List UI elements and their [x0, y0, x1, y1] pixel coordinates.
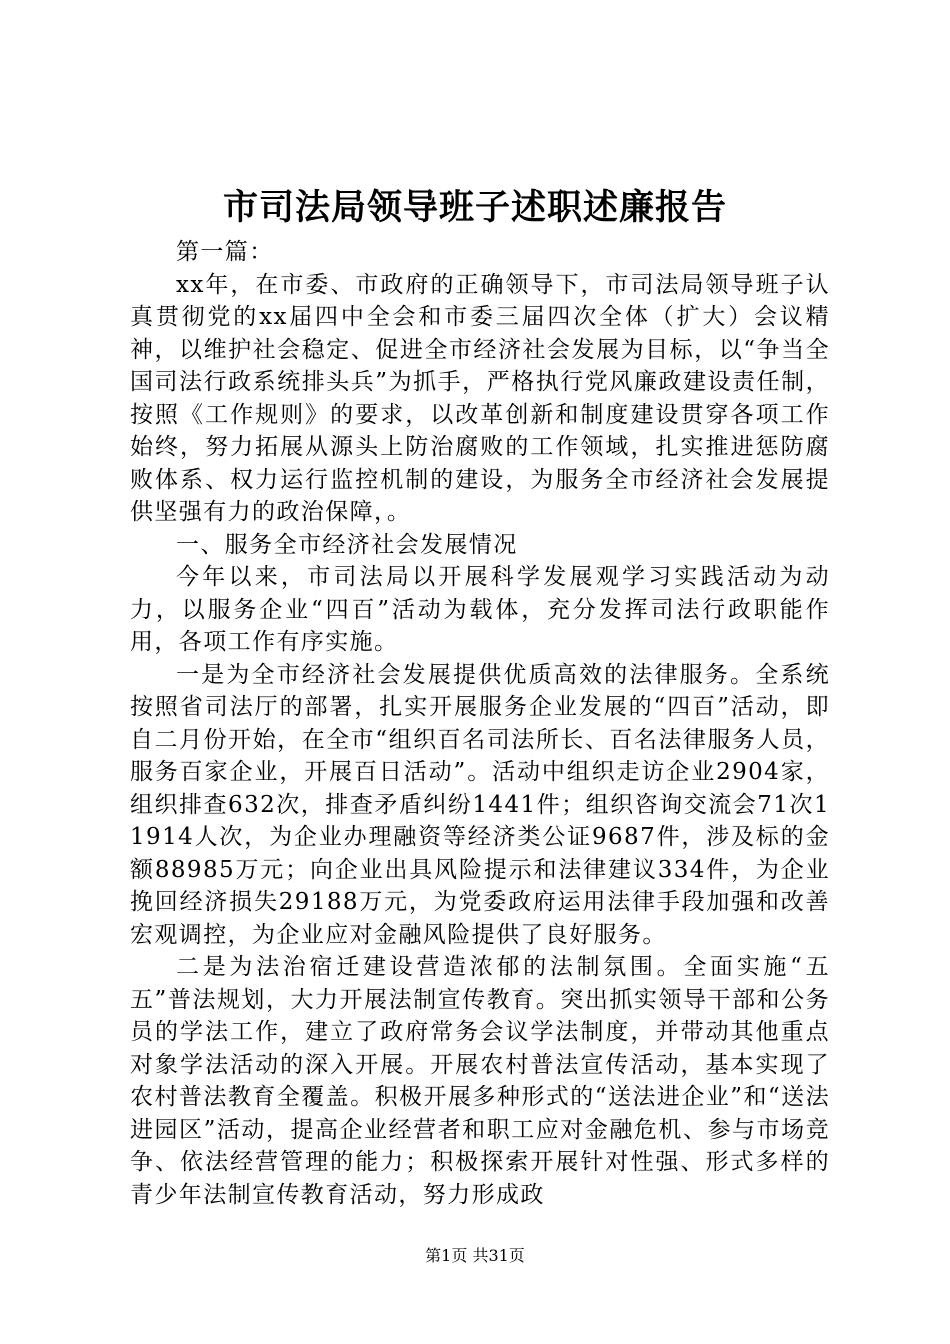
body-paragraph: 一是为全市经济社会发展提供优质高效的法律服务。全系统按照省司法厅的部署，扎实开展服务企业发展的“四百”活动，即自二月份开始，在全市“组织百名司法所长、百名法律服务人员，服务百家企业，开展百日活动”。活动中组织走访企业2904家，组织排查632次，排查矛盾纠纷1441件；组织咨询交流会71次11914人次，为企业办理融资等经济类公证9687件，涉及标的金额88985万元；向企业出具风险提示和法律建议334件，为企业挽回经济损失29188万元，为党委政府运用法律手段加强和改善宏观调控，为企业应对金融风险提供了良好服务。 [130, 661, 830, 948]
document-body [130, 236, 830, 1211]
document-title: 市司法局领导班子述职述廉报告 [222, 187, 727, 228]
section-heading: 一、服务全市经济社会发展情况 [176, 531, 518, 558]
section-label: 第一篇： [176, 239, 274, 265]
body-paragraph: 今年以来，市司法局以开展科学发展观学习实践活动为动力，以服务企业“四百”活动为载体，充分发挥司法行政职能作用，各项工作有序实施。 [130, 564, 830, 655]
body-paragraph: 二是为法治宿迁建设营造浓郁的法制氛围。全面实施“五五”普法规划，大力开展法制宣传教育。突出抓实领导干部和公务员的学法工作，建立了政府常务会议学法制度，并带动其他重点对象学法活动的深入开展。开展农村普法宣传活动，基本实现了农村普法教育全覆盖。积极开展多种形式的“送法进企业”和“送法进园区”活动，提高企业经营者和职工应对金融危机、参与市场竞争、依法经营管理的能力；积极探索开展针对性强、形式多样的青少年法制宣传教育活动，努力形成政 [130, 954, 830, 1208]
page-footer: 第1页 共31页 [425, 1246, 525, 1265]
body-paragraph: xx年，在市委、市政府的正确领导下，市司法局领导班子认真贯彻党的xx届四中全会和市委三届四次全体（扩大）会议精神，以维护社会稳定、促进全市经济社会发展为目标，以“争当全国司法行政系统排头兵”为抓手，严格执行党风廉政建设责任制，按照《工作规则》的要求，以改革创新和制度建设贯穿各项工作始终，努力拓展从源头上防治腐败的工作领域，扎实推进惩防腐败体系、权力运行监控机制的建设，为服务全市经济社会发展提供坚强有力的政治保障，。 [130, 271, 830, 525]
